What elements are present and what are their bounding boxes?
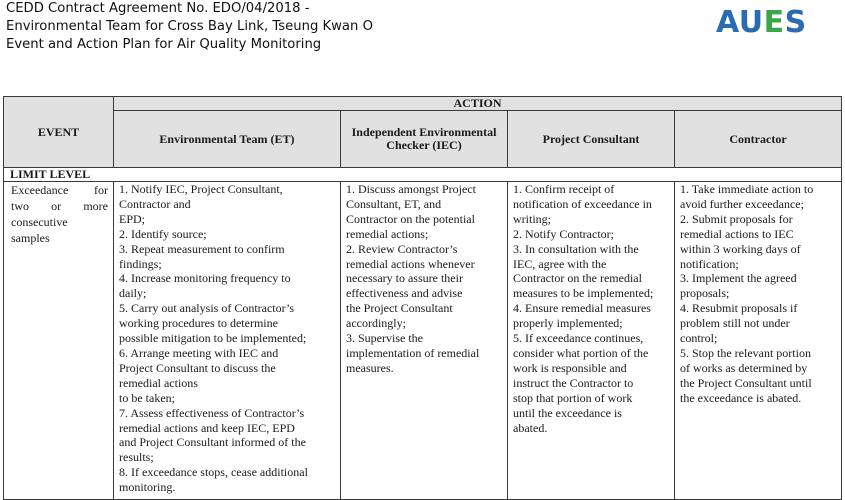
et-actions: [114, 182, 341, 500]
action-line: 1. Discuss amongst Project: [346, 182, 476, 196]
action-line: 1. Take immediate action to: [680, 182, 814, 196]
event-line-2: [11, 198, 108, 214]
action-line: problem still not under: [680, 316, 790, 331]
event-word: two: [11, 199, 29, 213]
action-line: findings;: [119, 256, 162, 271]
action-line: IEC, agree with the: [513, 256, 607, 271]
iec-actions: [341, 182, 508, 500]
action-line: remedial actions: [119, 375, 198, 390]
action-line: control;: [680, 331, 718, 346]
col-header-pc: Project Consultant: [508, 111, 675, 168]
action-line: 1. Notify IEC, Project Consultant,: [119, 182, 283, 196]
contractor-actions: [675, 182, 842, 500]
action-header: ACTION: [114, 97, 842, 111]
aues-logo: [716, 6, 807, 40]
col-header-contractor: Contractor: [675, 111, 842, 168]
action-line: notification;: [680, 256, 739, 271]
action-line: remedial actions and keep IEC, EPD: [119, 420, 295, 435]
action-line: proposals;: [680, 286, 730, 301]
action-line: writing;: [513, 211, 551, 226]
action-line: notification of exceedance in: [513, 196, 652, 211]
event-column-header: EVENT: [4, 97, 114, 168]
action-line: daily;: [119, 286, 147, 301]
action-line: 2. Notify Contractor;: [513, 226, 614, 241]
action-line: remedial actions;: [346, 226, 429, 241]
col-header-iec: Independent Environmental Checker (IEC): [341, 111, 508, 168]
action-line: 4. Increase monitoring frequency to: [119, 271, 291, 286]
action-line: avoid further exceedance;: [680, 196, 804, 211]
action-line: instruct the Contractor to: [513, 375, 634, 390]
logo-text-e: E: [763, 5, 785, 40]
action-line: 5. Stop the relevant portion: [680, 345, 811, 360]
header-line-1: CEDD Contract Agreement No. EDO/04/2018 -: [6, 1, 310, 16]
event-word: Exceedance: [11, 183, 69, 197]
action-line: 2. Submit proposals for: [680, 211, 793, 226]
action-line: measures to be implemented;: [513, 286, 654, 301]
action-line: 8. If exceedance stops, cease additional: [119, 465, 308, 480]
action-line: 3. Supervise the: [346, 331, 423, 346]
action-line: abated.: [513, 420, 548, 435]
action-line: Contractor on the remedial: [513, 271, 642, 286]
event-description: [4, 182, 114, 500]
action-line: necessary to assure their: [346, 271, 463, 286]
logo-text-s: S: [784, 5, 807, 40]
action-line: 1. Confirm receipt of: [513, 182, 615, 196]
action-line: properly implemented;: [513, 316, 623, 331]
action-line: the exceedance is abated.: [680, 390, 802, 405]
action-line: Contractor on the potential: [346, 211, 475, 226]
action-line: work is responsible and: [513, 360, 627, 375]
event-word: for: [94, 183, 108, 197]
action-line: accordingly;: [346, 316, 406, 331]
event-line-3: consecutive: [11, 215, 68, 229]
action-line: the Project Consultant: [346, 301, 453, 316]
action-line: 6. Arrange meeting with IEC and: [119, 345, 279, 360]
limit-level-row: LIMIT LEVEL: [4, 168, 842, 182]
event-word: or: [51, 199, 62, 213]
event-line-1: [11, 182, 108, 198]
action-line: implementation of remedial: [346, 345, 480, 360]
action-line: stop that portion of work: [513, 390, 633, 405]
event-action-table: [3, 96, 842, 500]
action-line: 3. Implement the agreed: [680, 271, 797, 286]
action-line: 4. Ensure remedial measures: [513, 301, 651, 316]
action-line: Project Consultant to discuss the: [119, 360, 276, 375]
action-line: 2. Identify source;: [119, 226, 207, 241]
event-line-4: samples: [11, 231, 50, 245]
action-line: working procedures to determine: [119, 316, 278, 331]
action-line: remedial actions to IEC: [680, 226, 794, 241]
action-line: Contractor and: [119, 196, 191, 211]
action-line: remedial actions whenever: [346, 256, 475, 271]
action-line: monitoring.: [119, 480, 176, 495]
col-header-et: Environmental Team (ET): [114, 111, 341, 168]
event-word: more: [83, 199, 108, 213]
action-line: until the exceedance is: [513, 405, 622, 420]
header-line-2: Environmental Team for Cross Bay Link, Tseung Kwan O: [6, 19, 373, 34]
action-line: of works as determined by: [680, 360, 808, 375]
action-line: 7. Assess effectiveness of Contractor’s: [119, 405, 305, 420]
action-line: Consultant, ET, and: [346, 196, 442, 211]
action-line: 2. Review Contractor’s: [346, 241, 458, 256]
action-line: to be taken;: [119, 390, 175, 405]
action-line: measures.: [346, 360, 394, 375]
action-line: within 3 working days of: [680, 241, 801, 256]
action-line: 3. In consultation with the: [513, 241, 639, 256]
action-line: EPD;: [119, 211, 146, 226]
action-line: 5. If exceedance continues,: [513, 331, 644, 346]
action-line: and Project Consultant informed of the: [119, 435, 306, 450]
action-line: consider what portion of the: [513, 345, 649, 360]
action-line: 3. Repeat measurement to confirm: [119, 241, 285, 256]
action-line: possible mitigation to be implemented;: [119, 331, 307, 346]
logo-text-au: AU: [716, 5, 764, 40]
header-line-3: Event and Action Plan for Air Quality Monitoring: [6, 37, 322, 52]
pc-actions: [508, 182, 675, 500]
action-line: 5. Carry out analysis of Contractor’s: [119, 301, 295, 316]
action-line: results;: [119, 450, 154, 465]
action-line: 4. Resubmit proposals if: [680, 301, 798, 316]
action-line: the Project Consultant until: [680, 375, 812, 390]
document-header: [6, 0, 373, 54]
action-line: effectiveness and advise: [346, 286, 463, 301]
